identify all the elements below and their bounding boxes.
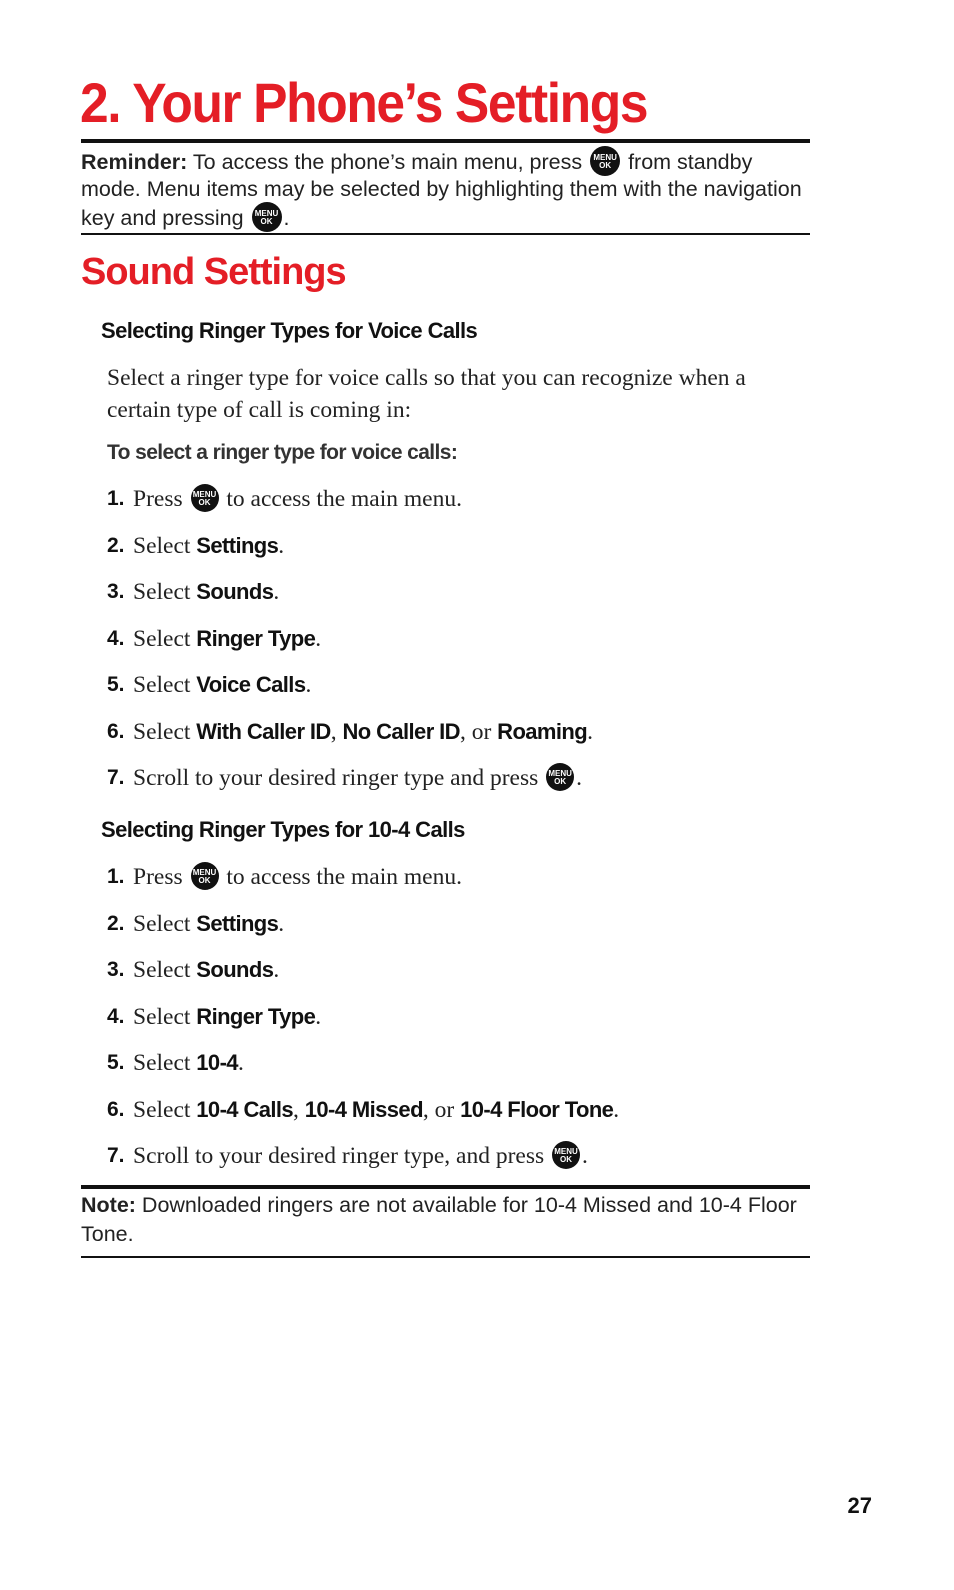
- menu-ok-key-icon: MENU OK: [191, 862, 219, 890]
- divider: [81, 233, 810, 235]
- menu-item-name: With Caller ID: [196, 718, 331, 744]
- menu-item-name: Ringer Type: [196, 625, 316, 651]
- menu-ok-key-icon: MENU OK: [252, 202, 282, 232]
- menu-item-name: Ringer Type: [196, 1003, 316, 1029]
- reminder-box: [81, 146, 810, 232]
- menu-item-name: Sounds: [196, 957, 274, 982]
- menu-item-name: Voice Calls: [196, 672, 306, 697]
- step-number: 5.: [107, 673, 125, 696]
- list-item: 5. Select 10-4.: [107, 1046, 807, 1093]
- menu-item-name: 10-4: [196, 1050, 238, 1075]
- menu-ok-key-icon: MENU OK: [552, 1141, 580, 1169]
- menu-ok-key-icon: MENU OK: [191, 484, 219, 512]
- menu-item-name: 10-4 Floor Tone: [460, 1096, 614, 1122]
- intro-paragraph: Select a ringer type for voice calls so that you can recognize when a certain type of call is coming in:: [107, 365, 746, 423]
- step-number: 3.: [107, 580, 125, 603]
- menu-ok-key-icon: MENU OK: [546, 763, 574, 791]
- subsection-heading: Selecting Ringer Types for 10-4 Calls: [101, 817, 465, 842]
- reminder-text: To access the phone’s main menu, press: [187, 150, 589, 174]
- step-number: 2.: [107, 911, 125, 935]
- menu-ok-key-icon: MENU OK: [590, 146, 620, 176]
- menu-item-name: Roaming: [497, 718, 588, 744]
- reminder-text: from standby mode. Menu items may be selected by highlighting them with the navigation key and pressing: [81, 150, 802, 230]
- step-number: 6.: [107, 1097, 125, 1121]
- reminder-label: Reminder:: [81, 150, 188, 174]
- step-number: 1.: [107, 487, 125, 510]
- list-item: 2. Select Settings.: [107, 529, 807, 576]
- menu-item-name: Sounds: [196, 579, 274, 604]
- step-number: 4.: [107, 1004, 125, 1028]
- list-item: 3. Select Sounds.: [107, 953, 807, 1000]
- procedure-title: To select a ringer type for voice calls:: [107, 441, 458, 464]
- menu-item-name: 10-4 Calls: [196, 1096, 294, 1122]
- subsection-heading: Selecting Ringer Types for Voice Calls: [101, 318, 478, 343]
- list-item: 4. Select Ringer Type.: [107, 622, 807, 669]
- list-item: 7. Scroll to your desired ringer type, and press MENU OK .: [107, 1139, 807, 1186]
- list-item: 6. Select 10-4 Calls, 10-4 Missed, or 10-4 Floor Tone.: [107, 1093, 807, 1140]
- step-list: [107, 860, 807, 1186]
- list-item: 1. Press MENU OK to access the main menu.: [107, 860, 807, 907]
- note-text: Downloaded ringers are not available for 10-4 Missed and 10-4 Floor Tone.: [81, 1193, 797, 1246]
- step-number: 5.: [107, 1051, 125, 1074]
- divider: [81, 1256, 810, 1258]
- list-item: 3. Select Sounds.: [107, 575, 807, 622]
- section-title: Sound Settings: [81, 251, 346, 293]
- menu-item-name: No Caller ID: [342, 718, 460, 744]
- step-number: 3.: [107, 958, 125, 981]
- note-label: Note:: [81, 1193, 136, 1217]
- list-item: 6. Select With Caller ID, No Caller ID, or Roaming.: [107, 715, 807, 762]
- step-number: 6.: [107, 719, 125, 743]
- note-box: [81, 1191, 810, 1249]
- menu-item-name: 10-4 Missed: [304, 1096, 423, 1122]
- divider: [81, 1185, 810, 1189]
- list-item: 1. Press MENU OK to access the main menu.: [107, 482, 807, 529]
- menu-item-name: Settings: [196, 532, 279, 558]
- page-number: 27: [847, 1493, 872, 1518]
- step-number: 7.: [107, 1144, 125, 1167]
- step-number: 7.: [107, 766, 125, 789]
- divider: [81, 139, 810, 143]
- list-item: 5. Select Voice Calls.: [107, 668, 807, 715]
- step-number: 2.: [107, 533, 125, 557]
- list-item: 7. Scroll to your desired ringer type and press MENU OK .: [107, 761, 807, 808]
- menu-item-name: Settings: [196, 910, 279, 936]
- list-item: 4. Select Ringer Type.: [107, 1000, 807, 1047]
- step-number: 4.: [107, 626, 125, 650]
- reminder-text: .: [283, 206, 290, 230]
- list-item: 2. Select Settings.: [107, 907, 807, 954]
- step-list: [107, 482, 807, 808]
- step-number: 1.: [107, 865, 125, 888]
- chapter-title: 2. Your Phone’s Settings: [80, 71, 648, 134]
